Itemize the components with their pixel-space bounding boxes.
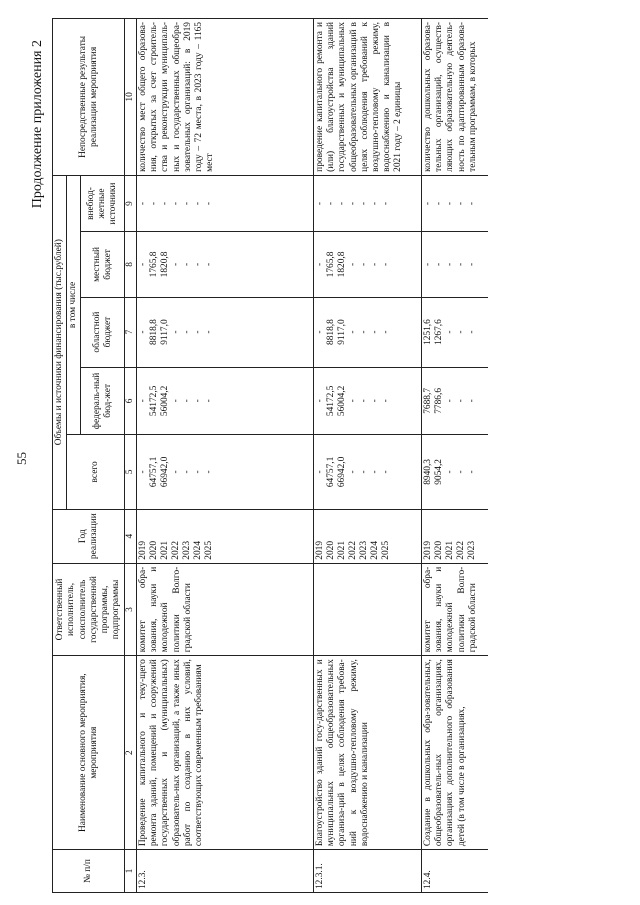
row-name: Проведение капитального и теку-щего ремонта зданий, помещений и сооружений государственных и (муниципальных) образователь-ных организаций, а также иных работ по созданию в них условий, соответствующих современным требованиям (137, 656, 314, 850)
value-cell: 8818,8 (326, 319, 337, 345)
col-number: 3 (125, 563, 137, 655)
row-local (314, 232, 422, 297)
value-cell: 1820,8 (337, 251, 348, 278)
value-cell: - (204, 330, 215, 334)
col-number: 5 (125, 435, 137, 509)
value-cell: - (160, 201, 171, 206)
row-federal (314, 367, 422, 435)
year-cell: 2023 (359, 540, 370, 560)
value-cell: - (445, 330, 456, 334)
row-responsible (314, 563, 422, 655)
year-cell: 2023 (467, 540, 478, 560)
value-cell: - (456, 262, 467, 266)
value-cell: - (359, 201, 370, 206)
value-cell: - (315, 201, 326, 206)
value-cell: - (467, 262, 478, 266)
value-cell: 1820,8 (160, 251, 171, 278)
header-name: Наименование основного мероприятия, мероприятия (53, 656, 125, 850)
year-cell: 2021 (445, 540, 456, 560)
value-cell: 9117,0 (337, 319, 348, 345)
value-cell: - (359, 262, 370, 266)
value-cell: - (193, 201, 204, 206)
value-cell: - (182, 399, 193, 403)
value-cell: - (359, 330, 370, 334)
year-cell: 2020 (434, 540, 445, 560)
row-number: 12.3. (137, 850, 314, 893)
row-name: Благоустройство зданий госу-дарственных и муниципальных общеобразовательных организа-ций в целях соблюдения требова-ний к воздушно-тепловому режиму, водоснабжению и канализации (314, 656, 422, 850)
col-number: 6 (125, 367, 137, 435)
value-cell: - (348, 399, 359, 403)
value-cell: - (171, 201, 182, 206)
year-cell: 2021 (160, 540, 171, 560)
value-cell: - (445, 470, 456, 474)
value-cell: - (370, 399, 381, 403)
value-cell: - (467, 399, 478, 403)
year-cell: 2021 (337, 540, 348, 560)
value-cell: - (326, 201, 337, 206)
header-regional: областной бюджет (81, 297, 125, 367)
value-cell: 54172,5 (326, 385, 337, 417)
value-cell: - (445, 262, 456, 266)
value-cell: - (370, 201, 381, 206)
year-cell: 2019 (138, 540, 149, 560)
value-cell: 1267,6 (434, 319, 445, 345)
value-cell: - (348, 262, 359, 266)
value-cell: 54172,5 (149, 385, 160, 417)
row-result: количество дошкольных образова-тельных организаций, осуществ-ляющих образовательную деятель-ность по адаптированным образова-тельным программам, в которых (422, 19, 488, 176)
row-extra (422, 175, 488, 231)
header-year: Год реализации (53, 509, 125, 563)
value-cell: - (381, 330, 392, 334)
col-number: 2 (125, 656, 137, 850)
row-federal (137, 367, 314, 435)
value-cell: - (467, 201, 478, 206)
row-number: 12.3.1. (314, 850, 422, 893)
value-cell: 9054,2 (434, 459, 445, 485)
year-cell: 2020 (326, 540, 337, 560)
row-number: 12.4. (422, 850, 488, 893)
year-cell: 2019 (423, 540, 434, 560)
table-row (422, 19, 488, 893)
value-cell: - (171, 262, 182, 266)
value-cell: - (423, 201, 434, 206)
value-cell: - (445, 399, 456, 403)
row-total (422, 435, 488, 509)
value-cell: 1765,8 (149, 251, 160, 278)
value-cell: - (204, 201, 215, 206)
value-cell: 66942,0 (160, 456, 171, 488)
value-cell: - (182, 201, 193, 206)
value-cell: 56004,2 (337, 385, 348, 417)
header-volumes: Объемы и источники финансирования (тыс.рублей) (53, 175, 67, 509)
value-cell: - (348, 330, 359, 334)
row-total (314, 435, 422, 509)
row-responsible: комитет обра-зования, науки и молодежной политики Волго-градской области (422, 563, 488, 655)
page-number: 55 (14, 452, 29, 465)
value-cell: - (315, 262, 326, 266)
year-cell: 2023 (182, 540, 193, 560)
value-cell: - (149, 201, 160, 206)
year-cell: 2022 (456, 540, 467, 560)
value-cell: - (445, 201, 456, 206)
col-number: 10 (125, 19, 137, 176)
value-cell: - (138, 330, 149, 334)
row-years (314, 509, 422, 563)
row-regional (422, 297, 488, 367)
value-cell: - (171, 470, 182, 474)
value-cell: - (381, 399, 392, 403)
value-cell: - (193, 330, 204, 334)
year-cell: 2022 (171, 540, 182, 560)
value-cell: - (359, 399, 370, 403)
col-number: 9 (125, 175, 137, 231)
value-cell: - (370, 470, 381, 474)
value-cell: - (370, 262, 381, 266)
value-cell: - (171, 330, 182, 334)
value-cell: - (193, 262, 204, 266)
value-cell: - (171, 399, 182, 403)
value-cell: 56004,2 (160, 385, 171, 417)
value-cell: - (138, 201, 149, 206)
value-cell: - (423, 262, 434, 266)
year-cell: 2025 (204, 540, 215, 560)
value-cell: - (193, 470, 204, 474)
header-no: № п/п (53, 850, 125, 893)
header-local: местный бюджет (81, 232, 125, 297)
year-cell: 2024 (370, 540, 381, 560)
value-cell: - (456, 330, 467, 334)
value-cell: - (434, 201, 445, 206)
value-cell: 1765,8 (326, 251, 337, 278)
col-number: 7 (125, 297, 137, 367)
value-cell: - (467, 330, 478, 334)
value-cell: 1251,6 (423, 319, 434, 345)
value-cell: - (182, 330, 193, 334)
value-cell: - (182, 262, 193, 266)
col-number: 8 (125, 232, 137, 297)
value-cell: - (381, 262, 392, 266)
header-including: в том числе (67, 175, 81, 434)
value-cell: - (204, 262, 215, 266)
value-cell: 64757,1 (149, 456, 160, 488)
table-row (137, 19, 314, 893)
value-cell: 7786,6 (434, 387, 445, 414)
header-results: Непосредственные результаты реализации мероприятия (53, 19, 125, 176)
value-cell: - (434, 262, 445, 266)
value-cell: - (456, 399, 467, 403)
value-cell: - (348, 470, 359, 474)
financing-table (52, 18, 488, 893)
value-cell: 7688,7 (423, 387, 434, 414)
header-extra: внебюд-жетные источники (81, 175, 125, 231)
value-cell: - (138, 399, 149, 403)
row-local (422, 232, 488, 297)
row-result: проведение капитального ремонта и (или) благоустройства зданий государственных и муниципальных общеобразовательных организаций в целях соблюдения требований к воздушно-тепловому режиму, водоснабжению и канализации в 2021 году – 2 единицы (314, 19, 422, 176)
value-cell: - (182, 470, 193, 474)
value-cell: - (359, 470, 370, 474)
row-regional (137, 297, 314, 367)
value-cell: 9117,0 (160, 319, 171, 345)
value-cell: - (138, 262, 149, 266)
value-cell: 8818,8 (149, 319, 160, 345)
row-total (137, 435, 314, 509)
value-cell: - (456, 201, 467, 206)
row-responsible: комитет обра-зования, науки и молодежной политики Волго-градской области (137, 563, 314, 655)
value-cell: - (138, 470, 149, 474)
value-cell: - (337, 201, 348, 206)
value-cell: 66942,0 (337, 456, 348, 488)
year-cell: 2024 (193, 540, 204, 560)
header-responsible: Ответственный исполнитель, соисполнитель государственной программы, подпрограммы (53, 563, 125, 655)
value-cell: - (381, 201, 392, 206)
value-cell: - (381, 470, 392, 474)
value-cell: - (315, 470, 326, 474)
table-row (314, 19, 422, 893)
row-extra (314, 175, 422, 231)
year-cell: 2025 (381, 540, 392, 560)
year-cell: 2022 (348, 540, 359, 560)
row-regional (314, 297, 422, 367)
value-cell: - (204, 470, 215, 474)
col-number: 4 (125, 509, 137, 563)
value-cell: - (315, 330, 326, 334)
value-cell: - (348, 201, 359, 206)
value-cell: - (370, 330, 381, 334)
value-cell: - (467, 470, 478, 474)
row-years (137, 509, 314, 563)
value-cell: - (204, 399, 215, 403)
column-number-row (125, 19, 137, 893)
row-result: количество мест общего образова-ния, открытых за счет строитель-ства и реконструкции муниципаль-ных и государственных общеобра-зовательных организаций: в 2019 году – 72 места, в 2023 году – 1165 мест (137, 19, 314, 176)
value-cell: - (193, 399, 204, 403)
row-years (422, 509, 488, 563)
row-local (137, 232, 314, 297)
value-cell: - (315, 399, 326, 403)
value-cell: - (456, 470, 467, 474)
row-federal (422, 367, 488, 435)
year-cell: 2020 (149, 540, 160, 560)
value-cell: 8940,3 (423, 459, 434, 485)
header-total: всего (67, 435, 125, 509)
header-federal: федераль-ный бюд-жет (81, 367, 125, 435)
year-cell: 2019 (315, 540, 326, 560)
row-name: Создание в дошкольных обра-зовательных, общеобразователь-ных организациях, организациях дополнительного образования детей (в том числе в организациях, (422, 656, 488, 850)
value-cell: 64757,1 (326, 456, 337, 488)
col-number: 1 (125, 850, 137, 893)
row-extra (137, 175, 314, 231)
appendix-title: Продолжение приложения 2 (30, 40, 45, 209)
